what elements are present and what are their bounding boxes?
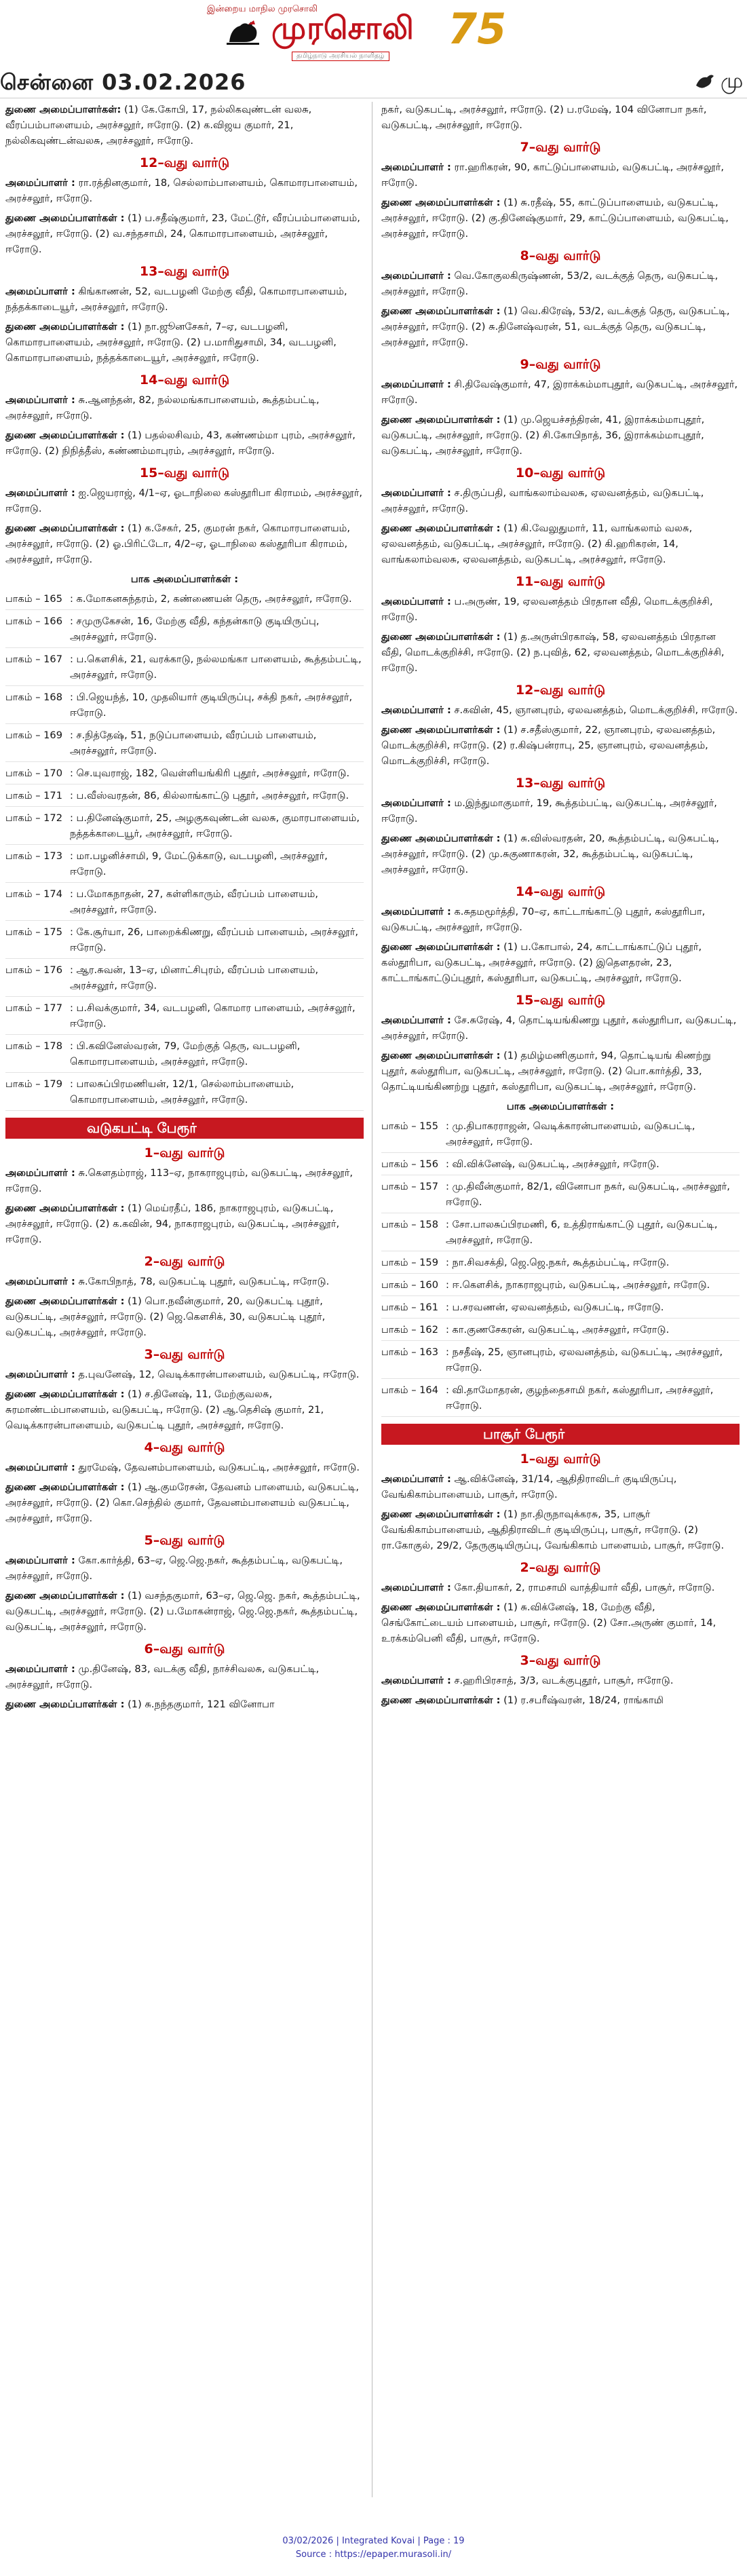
booth-number: பாகம் – 157 [381,1181,438,1192]
organizer-entry [5,428,364,459]
booth-section-heading: பாக அமைப்பாளர்கள் : [506,1101,615,1112]
entry-text: கோ.தியாகர், 2, ராமசாமி வாத்தியார் வீதி, பாசூர், ஈரோடு. [454,1582,715,1593]
role-label: அமைப்பாளர் : [5,1462,75,1473]
booth-organizer: : வி.தாமோதரன், குழந்தைசாமி நகர், கஸ்தூரிபா, அரச்சலூர், ஈரோடு. [446,1384,714,1412]
organizer-entry [5,210,364,257]
organizer-entry [381,520,740,567]
entry-text: (1) சு.நந்தகுமார், 121 வினோபா [128,1699,275,1710]
ward-heading: 2–வது வார்டு [520,1560,601,1575]
role-label: துணை அமைப்பாளர்கள் : [381,523,501,534]
entry-text: (1) க.சேகர், 25, குமரன் நகர், கொமாரபாளையம், அரச்சலூர், ஈரோடு. (2) ஓ.பிரிட்டோ, 4/2–ஏ, ஓடாநிலை கஸ்தூரிபா கிராமம், அரச்சலூர், ஈரோடு. [5,523,351,565]
entry-text: (1) சு.விக்னேஷ், 18, மேற்கு வீதி, செங்கோட்டையம் பாளையம், பாசூர், ஈரோடு. (2) சோ.அருண் குமார், 14, உரக்கம்பெனி வீதி, பாசூர், ஈரோடு. [381,1602,716,1644]
organizer-entry [5,175,364,206]
organizer-entry [5,1697,364,1712]
role-label: அமைப்பாளர் : [381,1675,451,1686]
booth-organizer: : ப.மோகநாதன், 27, கள்ளிகாரும், வீரப்பம் பாளையம், அரச்சலூர், ஈரோடு. [70,888,318,915]
booth-organizer: : ப.தினேஷ்குமார், 25, அழகுகவுண்டன் வலசு, குமாரபாளையம், நத்தக்காடையூர், அரச்சலூர், ஈரோடு. [70,812,360,839]
booth-row [381,1156,740,1175]
booth-row [5,924,364,959]
ward-heading: 15–வது வார்டு [515,993,606,1008]
role-label: துணை அமைப்பாளர்கள் : [5,1590,125,1602]
organizer-entry [5,520,364,567]
entry-text: ரா.ஹரிகரன், 90, காட்டுப்பாளையம், வடுகபட்டி, அரச்சலூர், ஈரோடு. [381,162,725,189]
organizer-entry [381,1673,740,1688]
entry-text: சு.ஆனந்தன், 82, நல்லமங்காபாளையம், கூத்தம்பட்டி, அரச்சலூர், ஈரோடு. [5,394,320,421]
booth-organizer: : கா.குணசேகரன், வடுகபட்டி, அரச்சலூர், ஈரோடு. [446,1324,670,1336]
organizer-entry [381,1599,740,1646]
entry-text: (1) கே.கோபி, 17, நல்லிகவுண்டன் வலசு, வீரப்பம்பாளையம், அரச்சலூர், ஈரோடு. (2) க.விஜய குமார், 21, நல்லிகவுண்டன்வலசு, அரச்சலூர், ஈரோடு. [5,104,312,147]
role-label: அமைப்பாளர் : [5,1555,75,1566]
booth-number: பாகம் – 155 [381,1120,438,1132]
entry-text: துரமேஷ், தேவனம்பாளையம், வடுகபட்டி, அரச்சலூர், ஈரோடு. [78,1462,360,1473]
booth-organizer: : பாலசுப்பிரமணியன், 12/1, செல்லாம்பாளையம், கொமாரபாளையம், அரச்சலூர், ஈரோடு. [70,1078,294,1105]
entry-text: கிங்காணன், 52, வடபழனி மேற்கு வீதி, கொமாரபாளையம், நத்தக்காடையூர், அரச்சலூர், ஈரோடு. [5,286,347,313]
organizer-entry [381,268,740,299]
booth-organizer: : ப.சரவணன், ஏலவனத்தம், வடுகபட்டி, ஈரோடு. [446,1302,664,1313]
booth-row [5,1000,364,1035]
entry-text: நகர், வடுகபட்டி, அரச்சலூர், ஈரோடு. (2) ப.ரமேஷ், 104 வினோபா நகர், வடுகபட்டி, அரச்சலூர், ஈரோடு. [381,104,707,131]
organizer-entry [381,795,740,827]
booth-row [5,765,364,784]
booth-row [381,1300,740,1319]
booth-row [5,848,364,883]
page-footer [0,2535,747,2562]
organizer-entry [381,159,740,191]
booth-section-heading: பாக அமைப்பாளர்கள் : [130,573,239,585]
booth-row [5,689,364,724]
role-label: துணை அமைப்பாளர்கள் : [381,1050,501,1061]
entry-text: (1) மெய்ரதீப், 186, நாகராஜபுரம், வடுகபட்டி, அரச்சலூர், ஈரோடு. (2) க.கவின், 94, நாகராஜபுரம், வடுகபட்டி, அரச்சலூர், ஈரோடு. [5,1202,340,1245]
ward-heading: 6–வது வார்டு [144,1642,225,1656]
organizer-entry [5,284,364,315]
entry-text: க.சுதமமூர்த்தி, 70–ஏ, காட்டாங்காட்டு புதூர், கஸ்தூரிபா, வடுகபட்டி, அரச்சலூர், ஈரோடு. [381,906,706,933]
entry-text: (1) ர.சபரீஷ்வரன், 18/24, ராங்காமி [503,1694,664,1706]
role-label: துணை அமைப்பாளர்கள் : [381,197,501,208]
booth-number: பாகம் – 161 [381,1302,438,1313]
organizer-entry [381,1471,740,1502]
organizer-entry [381,831,740,877]
entry-text: (1) ச.சதீஸ்குமார், 22, ஞானபுரம், ஏலவனத்தம், மொடக்குறிச்சி, ஈரோடு. (2) ர.கிஷ்பன்ராபு, 25, ஞானபுரம், ஏலவனத்தம், மொடக்குறிச்சி, ஈரோடு. [381,724,716,767]
entry-text: வெ.கோகுலகிருஷ்ணன், 53/2, வடக்குத் தெரு, வடுகபட்டி, அரச்சலூர், ஈரோடு. [381,270,719,297]
role-label: துணை அமைப்பாளர்கள் : [5,1295,125,1307]
booth-number: பாகம் – 160 [381,1279,438,1291]
role-label: துணை அமைப்பாளர்கள் : [381,414,501,425]
booth-row [5,727,364,762]
booth-organizer: : ப.சிவக்குமார், 34, வடபழனி, கொமார பாளையம், அரச்சலூர், ஈரோடு. [70,1002,356,1029]
entry-text: ச.கவின், 45, ஞானபுரம், ஏலவனத்தம், மொடக்குறிச்சி, ஈரோடு. [454,704,738,716]
booth-row [381,1382,740,1417]
masthead-tagline: இன்றைய மாநில முரசொலி [207,4,318,14]
organizer-entry [381,904,740,935]
ward-heading: 1–வது வார்டு [520,1452,601,1466]
organizer-entry [5,1553,364,1584]
ward-heading: 12–வது வார்டு [139,155,230,170]
role-label: துணை அமைப்பாளர்கள் : [381,305,501,317]
ward-heading: 3–வது வார்டு [520,1653,601,1668]
booth-number: பாகம் – 171 [5,790,62,801]
role-label: அமைப்பாளர் : [5,1276,75,1287]
organizer-entry [5,1460,364,1475]
booth-row [381,1277,740,1296]
organizer-entry [5,102,364,149]
dateline-right-fragment: மு [721,69,744,93]
entry-text: (1) சு.விஸ்வரதன், 20, கூத்தம்பட்டி, வடுகபட்டி, அரச்சலூர், ஈரோடு. (2) மு.சுகுணாகரன், 32, கூத்தம்பட்டி, வடுகபட்டி, அரச்சலூர், ஈரோடு. [381,833,719,875]
organizer-entry [5,1274,364,1289]
booth-organizer: : பி.ஜெயந்த், 10, முதலியார் குடியிருப்பு, சக்தி நகர், அரச்சலூர், ஈரோடு. [70,692,353,719]
booth-number: பாகம் – 177 [5,1002,62,1014]
booth-organizer: : ச.நித்தேஷ், 51, நடுப்பாளையம், வீரப்பம் பாளையம், அரச்சலூர், ஈரோடு. [70,730,317,757]
organizer-entry [5,1661,364,1692]
dateline-bar [0,68,747,98]
booth-row [5,810,364,845]
booth-number: பாகம் – 175 [5,926,62,938]
booth-organizer: : மு.திவீன்குமார், 82/1, வினோபா நகர், வடுகபட்டி, அரச்சலூர், ஈரோடு. [446,1181,730,1208]
booth-number: பாகம் – 167 [5,654,62,665]
booth-row [5,1076,364,1111]
role-label: துணை அமைப்பாளர்கள் : [381,833,501,844]
entry-text: ஐ.ஜெயராஜ், 4/1–ஏ, ஓடாநிலை கஸ்தூரிபா கிராமம், அரச்சலூர், ஈரோடு. [5,487,362,514]
entry-text: ஆ.விக்னேஷ், 31/14, ஆதிதிராவிடர் குடியிருப்பு, வேங்கிகாம்பாளையம், பாசூர், ஈரோடு. [381,1473,677,1500]
role-label: அமைப்பாளர் : [381,1582,451,1593]
role-label: அமைப்பாளர் : [5,1167,75,1179]
entry-text: ச.திருப்பதி, வாங்கலாம்வலசு, ஏலவனத்தம், வடுகபட்டி, அரச்சலூர், ஈரோடு. [381,487,704,514]
role-label: துணை அமைப்பாளர்கள் : [381,1509,501,1520]
ward-heading: 8–வது வார்டு [520,248,601,263]
entry-text: சு.கௌதம்ராஜ், 113–ஏ, நாகராஜபுரம், வடுகபட்டி, அரச்சலூர், ஈரோடு. [5,1167,353,1194]
booth-organizer: : ஆர.சுவன், 13–ஏ, மினாட்சிபுரம், வீரப்பம் பாளையம், அரச்சலூர், ஈரோடு. [70,964,319,991]
booth-organizer: : ப.கௌசிக், 21, வரக்காடு, நல்லமங்கா பாளையம், கூத்தம்பட்டி, அரச்சலூர், ஈரோடு. [70,654,362,681]
ward-heading: 10–வது வார்டு [515,466,606,480]
organizer-entry [5,1588,364,1635]
role-label: துணை அமைப்பாளர்கள் : [381,1602,501,1613]
role-label: துணை அமைப்பாளர்கள் : [381,631,501,643]
booth-number: பாகம் – 164 [381,1384,438,1396]
newspaper-logo: முரசொலி [271,10,415,46]
role-label: துணை அமைப்பாளர்கள் : [5,1481,125,1493]
booth-organizer: : மு.திபாகரராஜன், வெடிக்காரன்பாளையம், வடுகபட்டி, அரச்சலூர், ஈரோடு. [446,1120,695,1148]
booth-number: பாகம் – 162 [381,1324,438,1336]
booth-number: பாகம் – 156 [381,1158,438,1170]
role-label: அமைப்பாளர் : [5,394,75,406]
role-label: துணை அமைப்பாளர்கள் : [5,1388,125,1400]
organizer-entry [5,485,364,516]
booth-row [5,886,364,921]
masthead-sublogo: தமிழ்நாடு அரசியல் நாளிதழ் [292,52,389,61]
ward-heading: 13–வது வார்டு [515,776,606,791]
organizer-entry [5,319,364,366]
booth-number: பாகம் – 159 [381,1257,438,1268]
booth-number: பாகம் – 158 [381,1219,438,1230]
role-label: துணை அமைப்பாளர்கள் : [5,1699,125,1710]
right-column [381,102,740,2501]
booth-number: பாகம் – 179 [5,1078,62,1090]
role-label: அமைப்பாளர் : [381,487,451,499]
entry-text: (1) சு.ரதீஷ், 55, காட்டுப்பாளையம், வடுகபட்டி, அரச்சலூர், ஈரோடு. (2) கு.தினேஷ்குமார், 29, காட்டுப்பாளையம், வடுகபட்டி, அரச்சலூர், ஈரோடு. [381,197,729,240]
role-label: அமைப்பாளர் : [381,1015,451,1026]
role-label: துணை அமைப்பாளர்கள் : [381,1694,501,1706]
organizer-entry [381,702,740,718]
entry-text: சே.சுரேஷ், 4, தொட்டியங்கிணறு புதூர், கஸ்தூரிபா, வடுகபட்டி, அரச்சலூர், ஈரோடு. [381,1015,737,1042]
footer-edition-info: 03/02/2026 | Integrated Kovai | Page : 19 [282,2536,465,2546]
ward-heading: 15–வது வார்டு [139,466,230,480]
entry-text: சு.கோபிநாத், 78, வடுகபட்டி புதூர், வடுகபட்டி, ஈரோடு. [78,1276,330,1287]
organizer-entry [5,1293,364,1340]
organizer-entry [5,1367,364,1382]
organizer-entry [381,412,740,459]
booth-organizer: : கே.சூர்யா, 26, பாறைக்கிணறு, வீரப்பம் பாளையம், அரச்சலூர், ஈரோடு. [70,926,358,953]
entry-text: (1) த.அருள்பிரகாஷ், 58, ஏலவனத்தம் பிரதான வீதி, மொடக்குறிச்சி, ஈரோடு. (2) ந.புவித், 62, ஏலவனத்தம், மொடக்குறிச்சி, ஈரோடு. [381,631,725,674]
booth-row [5,1038,364,1073]
ward-heading: 5–வது வார்டு [144,1533,225,1548]
role-label: அமைப்பாளர் : [5,487,75,499]
booth-row [381,1118,740,1153]
ward-heading: 1–வது வார்டு [144,1145,225,1160]
entry-text: ரா.ரத்தினகுமார், 18, செல்லாம்பாளையம், கொமாரபாளையம், அரச்சலூர், ஈரோடு. [5,177,358,204]
bird-icon [695,72,715,91]
booth-organizer: : சோ.பாலசுப்பிரமணி, 6, உத்திராங்காட்டு புதூர், வடுகபட்டி, அரச்சலூர், ஈரோடு. [446,1219,718,1246]
organizer-entry [381,594,740,625]
organizer-entry [5,392,364,423]
booth-organizer: : பி.கவினேஸ்வரன், 79, மேற்குத் தெரு, வடபழனி, கொமாரபாளையம், அரச்சலூர், ஈரோடு. [70,1040,301,1067]
role-label: அமைப்பாளர் : [381,162,451,173]
entry-text: (1) வசந்தகுமார், 63–ஏ, ஜெ.ஜெ. நகர், கூத்தம்பட்டி, வடுகபட்டி, அரச்சலூர், ஈரோடு. (2) ப.மோகன்ராஜ், ஜெ.ஜெ.நகர், கூத்தம்பட்டி, வடுகபட்டி, அரச்சலூர், ஈரோடு. [5,1590,360,1633]
entry-text: (1) நா.ஜூனசேகர், 7–ஏ, வடபழனி, கொமாரபாளையம், அரச்சலூர், ஈரோடு. (2) ப.மாரிதுசாமி, 34, வடபழனி, கொமாரபாளையம், நத்தக்காடையூர், அரச்சலூர், ஈரோடு. [5,321,337,364]
entry-text: ச.ஹரிபிரசாத், 3/3, வடக்குபுதூர், பாசூர், ஈரோடு. [454,1675,674,1686]
role-label: துணை அமைப்பாளர்கள்: [5,104,121,115]
entry-text: (1) வெ.கிரேஷ், 53/2, வடக்குத் தெரு, வடுகபட்டி, அரச்சலூர், ஈரோடு. (2) சு.தினேஷ்வரன், 51, வடக்குத் தெரு, வடுகபட்டி, அரச்சலூர், ஈரோடு. [381,305,730,348]
entry-text: (1) ஆ.குமரேசன், தேவனம் பாளையம், வடுகபட்டி, அரச்சலூர், ஈரோடு. (2) கொ.செந்தில் குமார், தேவனம்பாளையம் வடுகபட்டி, அரச்சலூர், ஈரோடு. [5,1481,359,1524]
entry-text: (1) ப.கோபால், 24, காட்டாங்காட்டுப் புதூர், கஸ்தூரிபா, வடுகபட்டி, அரச்சலூர், ஈரோடு. (2) இதெளதரன், 23, காட்டாங்காட்டுப்புதூர், கஸ்தூரிபா, வடுகபட்டி, அரச்சலூர், ஈரோடு. [381,941,702,984]
entry-text: ப.அருண், 19, ஏலவனத்தம் பிரதான வீதி, மொடக்குறிச்சி, ஈரோடு. [381,596,713,623]
role-label: அமைப்பாளர் : [381,379,451,390]
masthead [0,0,747,68]
booth-organizer: : ஈ.கௌசிக், நாகராஜபுரம், வடுகபட்டி, அரச்சலூர், ஈரோடு. [446,1279,710,1291]
entry-text: ம.இந்துமாகுமார், 19, கூத்தம்பட்டி, வடுகபட்டி, அரச்சலூர், ஈரோடு. [381,797,717,825]
ward-heading: 3–வது வார்டு [144,1347,225,1362]
booth-row [381,1322,740,1341]
town-banner: பாசூர் பேரூர் [381,1424,740,1445]
organizer-entry [381,102,740,133]
booth-row [5,651,364,686]
rooster-emblem-icon [224,19,262,46]
booth-organizer: : நசதீஷ், 25, ஞானபுரம், ஏலவனத்தம், வடுகபட்டி, அரச்சலூர், ஈரோடு. [446,1346,723,1374]
booth-row [5,591,364,610]
role-label: அமைப்பாளர் : [5,1663,75,1675]
organizer-entry [381,629,740,676]
role-label: துணை அமைப்பாளர்கள் : [5,430,125,441]
left-column [5,102,364,2501]
entry-text: (1) தமிழ்மணிகுமார், 94, தொட்டியங் கிணற்று புதூர், கஸ்தூரிபா, வடுகபட்டி, அரச்சலூர், ஈரோடு. (2) பொ.கார்த்தி, 33, தொட்டியங்கிணற்று புதூர், கஸ்தூரிபா, வடுகபட்டி, அரச்சலூர், ஈரோடு. [381,1050,711,1093]
entry-text: (1) பதல்லசிவம், 43, கண்ணம்மா புரம், அரச்சலூர், ஈரோடு. (2) நிநித்தீஸ், கண்ணம்மாபுரம், அரச்சலூர், ஈரோடு. [5,430,356,457]
role-label: துணை அமைப்பாளர்கள் : [5,321,125,333]
booth-row [5,788,364,807]
booth-number: பாகம் – 166 [5,615,62,627]
entry-text: (1) ச.தினேஷ், 11, மேற்குவலசு, சுரமாண்டம்பாளையம், வடுகபட்டி, ஈரோடு. (2) ஆ.தெசிஷ் குமார், 21, வெடிக்காரன்பாளையம், வடுகபட்டி புதூர், அரச்சலூர், ஈரோடு. [5,1388,324,1431]
booth-organizer: : மா.பழனிச்சாமி, 9, மேட்டுக்காடு, வடபழனி, அரச்சலூர், ஈரோடு. [70,850,328,877]
booth-number: பாகம் – 176 [5,964,62,976]
role-label: அமைப்பாளர் : [381,596,451,607]
entry-text: மு.தினேஷ், 83, வடக்கு வீதி, நாச்சிவலசு, வடுகபட்டி, அரச்சலூர், ஈரோடு. [5,1663,320,1690]
anniversary-mark: 75 [448,4,507,54]
organizer-entry [381,195,740,242]
role-label: அமைப்பாளர் : [381,704,451,716]
organizer-entry [381,1012,740,1044]
ward-heading: 7–வது வார்டு [520,140,601,155]
organizer-entry [381,722,740,769]
footer-source: Source : https://epaper.murasoli.in/ [295,2550,452,2560]
organizer-entry [381,1048,740,1095]
organizer-entry [381,1692,740,1708]
organizer-entry [381,377,740,408]
ward-heading: 14–வது வார்டு [515,884,606,899]
edition-date: சென்னை 03.02.2026 [0,69,246,95]
booth-row [5,613,364,648]
booth-number: பாகம் – 169 [5,730,62,741]
booth-number: பாகம் – 172 [5,812,62,824]
role-label: அமைப்பாளர் : [5,1369,75,1380]
role-label: அமைப்பாளர் : [381,797,451,809]
entry-text: (1) மு.ஜெயச்சந்திரன், 41, இராக்கம்மாபுதூர், வடுகபட்டி, அரச்சலூர், ஈரோடு. (2) சி.கோபிநாத், 36, இராக்கம்மாபுதூர், வடுகபட்டி, அரச்சலூர், ஈரோடு. [381,414,705,457]
organizer-entry [381,939,740,986]
entry-text: கோ.கார்த்தி, 63–ஏ, ஜெ.ஜெ.நகர், கூத்தம்பட்டி, வடுகபட்டி, அரச்சலூர், ஈரோடு. [5,1555,343,1582]
booth-number: பாகம் – 163 [381,1346,438,1358]
booth-number: பாகம் – 178 [5,1040,62,1052]
booth-organizer: : செ.யுவராஜ், 182, வெள்ளியங்கிரி புதூர், அரச்சலூர், ஈரோடு. [70,768,350,779]
entry-text: த.புவனேஷ், 12, வெடிக்காரன்பாளையம், வடுகபட்டி, ஈரோடு. [78,1369,360,1380]
ward-heading: 4–வது வார்டு [144,1440,225,1455]
role-label: அமைப்பாளர் : [381,1473,451,1485]
role-label: அமைப்பாளர் : [381,906,451,917]
entry-text: (1) பொ.நவீன்குமார், 20, வடுகபட்டி புதூர், வடுகபட்டி, அரச்சலூர், ஈரோடு. (2) ஜெ.கௌசிக், 30, வடுகபட்டி புதூர், வடுகபட்டி, அரச்சலூர், ஈரோடு. [5,1295,326,1338]
booth-number: பாகம் – 170 [5,768,62,779]
town-banner: வடுகபட்டி பேரூர் [5,1118,364,1139]
role-label: துணை அமைப்பாளர்கள் : [381,724,501,736]
organizer-entry [5,1200,364,1247]
booth-row [5,962,364,997]
ward-heading: 9–வது வார்டு [520,357,601,372]
role-label: அமைப்பாளர் : [381,270,451,282]
ward-heading: 12–வது வார்டு [515,683,606,698]
organizer-entry [381,1580,740,1595]
organizer-entry [381,303,740,350]
booth-organizer: : சமுருகேசன், 16, மேற்கு வீதி, கந்தன்காடு குடியிருப்பு, அரச்சலூர், ஈரோடு. [70,615,320,643]
booth-number: பாகம் – 168 [5,692,62,703]
organizer-entry [5,1165,364,1196]
entry-text: (1) ப.சதீஷ்குமார், 23, மேட்டூர், வீரப்பம்பாளையம், அரச்சலூர், ஈரோடு. (2) வ.சந்தசாமி, 24, கொமாரபாளையம், அரச்சலூர், ஈரோடு. [5,212,360,255]
organizer-entry [5,1479,364,1526]
role-label: அமைப்பாளர் : [5,286,75,297]
booth-row [381,1179,740,1213]
booth-number: பாகம் – 174 [5,888,62,900]
organizer-entry [381,485,740,516]
role-label: துணை அமைப்பாளர்கள் : [381,941,501,953]
role-label: துணை அமைப்பாளர்கள் : [5,1202,125,1214]
role-label: துணை அமைப்பாளர்கள் : [5,212,125,224]
booth-organizer: : க.மோகனசுந்தரம், 2, கண்ணையன் தெரு, அரச்சலூர், ஈரோடு. [70,593,352,605]
organizer-entry [5,1386,364,1433]
role-label: துணை அமைப்பாளர்கள் : [5,523,125,534]
booth-organizer: : வி.விக்னேஷ், வடுகபட்டி, அரச்சலூர், ஈரோடு. [446,1158,659,1170]
entry-text: (1) நா.திருநாவுக்கரசு, 35, பாசூர் வேங்கிகாம்பாளையம், ஆதிதிராவிடர் குடியிருப்பு, பாசூர், ஈரோடு. (2) ரா.கோகுல், 29/2, தேருகுடியிருப்பு, வேங்கிகாம் பாளையம், பாசூர், ஈரோடு. [381,1509,725,1551]
booth-organizer: : ப.வீஸ்வரதன், 86, கில்லாங்காட்டு புதூர், அரச்சலூர், ஈரோடு. [70,790,349,801]
entry-text: சி.திவேஷ்குமார், 47, இராக்கம்மாபுதூர், வடுகபட்டி, அரச்சலூர், ஈரோடு. [381,379,738,406]
ward-heading: 14–வது வார்டு [139,373,230,387]
ward-heading: 13–வது வார்டு [139,264,230,279]
booth-row [381,1255,740,1274]
booth-organizer: : நா.சிவசக்தி, ஜெ.ஜெ.நகர், கூத்தம்பட்டி, ஈரோடு. [446,1257,670,1268]
ward-heading: 11–வது வார்டு [515,574,606,589]
ward-heading: 2–வது வார்டு [144,1254,225,1269]
role-label: அமைப்பாளர் : [5,177,75,189]
booth-number: பாகம் – 165 [5,593,62,605]
booth-row [381,1344,740,1379]
booth-row [381,1217,740,1251]
entry-text: (1) கி.வேலுதுமார், 11, வாங்கலாம் வலசு, ஏலவனத்தம், வடுகபட்டி, அரச்சலூர், ஈரோடு. (2) கி.ஹரிகரன், 14, வாங்கலாம்வலசு, ஏலவனத்தம், வடுகபட்டி, அரச்சலூர், ஈரோடு. [381,523,693,565]
organizer-entry [381,1507,740,1553]
booth-number: பாகம் – 173 [5,850,62,862]
